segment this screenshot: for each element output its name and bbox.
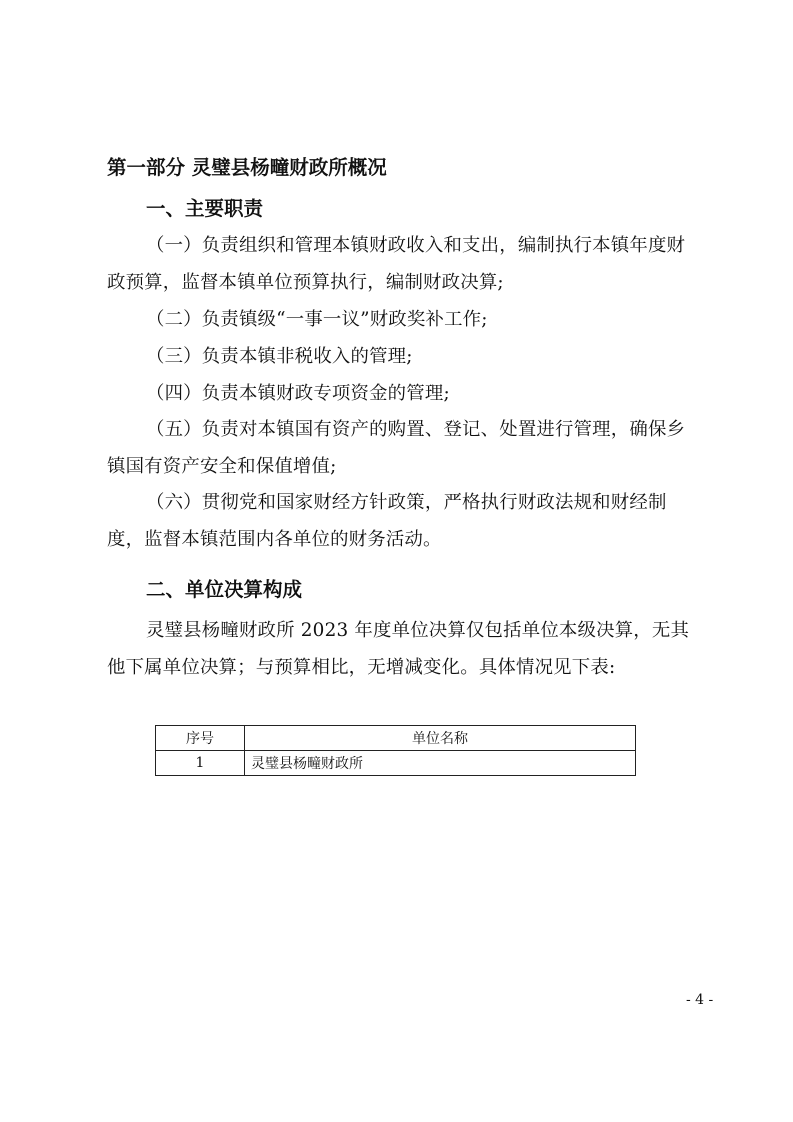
composition-paragraph: 灵璧县杨疃财政所 2023 年度单位决算仅包括单位本级决算，无其他下属单位决算；与预算相比，无增减变化。具体情况见下表: <box>107 620 690 678</box>
duty-paragraph-6: （六）贯彻党和国家财经方针政策，严格执行财政法规和财经制度，监督本镇范围内各单位的财务活动。 <box>107 492 667 550</box>
table-header-unit-name: 单位名称 <box>245 726 636 751</box>
duty-paragraph-4: （四）负责本镇财政专项资金的管理; <box>146 383 450 404</box>
table-header-row <box>156 726 636 751</box>
table-header-index: 序号 <box>156 726 245 751</box>
table-row <box>156 751 636 776</box>
duty-paragraph-1: （一）负责组织和管理本镇财政收入和支出，编制执行本镇年度财政预算，监督本镇单位预算执行，编制财政决算; <box>107 235 686 293</box>
table-cell-index: 1 <box>156 751 245 776</box>
part-title: 第一部分 灵璧县杨疃财政所概况 <box>107 156 387 179</box>
duty-paragraph-2: （二）负责镇级“一事一议”财政奖补工作; <box>146 309 488 330</box>
duty-paragraph-5: （五）负责对本镇国有资产的购置、登记、处置进行管理，确保乡镇国有资产安全和保值增值; <box>107 419 686 477</box>
page-number: - 4 - <box>686 992 714 1008</box>
section-heading-composition: 二、单位决算构成 <box>146 578 303 601</box>
unit-table <box>155 725 636 776</box>
table-cell-unit-name: 灵璧县杨疃财政所 <box>245 751 636 776</box>
section-heading-duties: 一、主要职责 <box>146 197 264 220</box>
duty-paragraph-3: （三）负责本镇非税收入的管理; <box>146 346 413 367</box>
